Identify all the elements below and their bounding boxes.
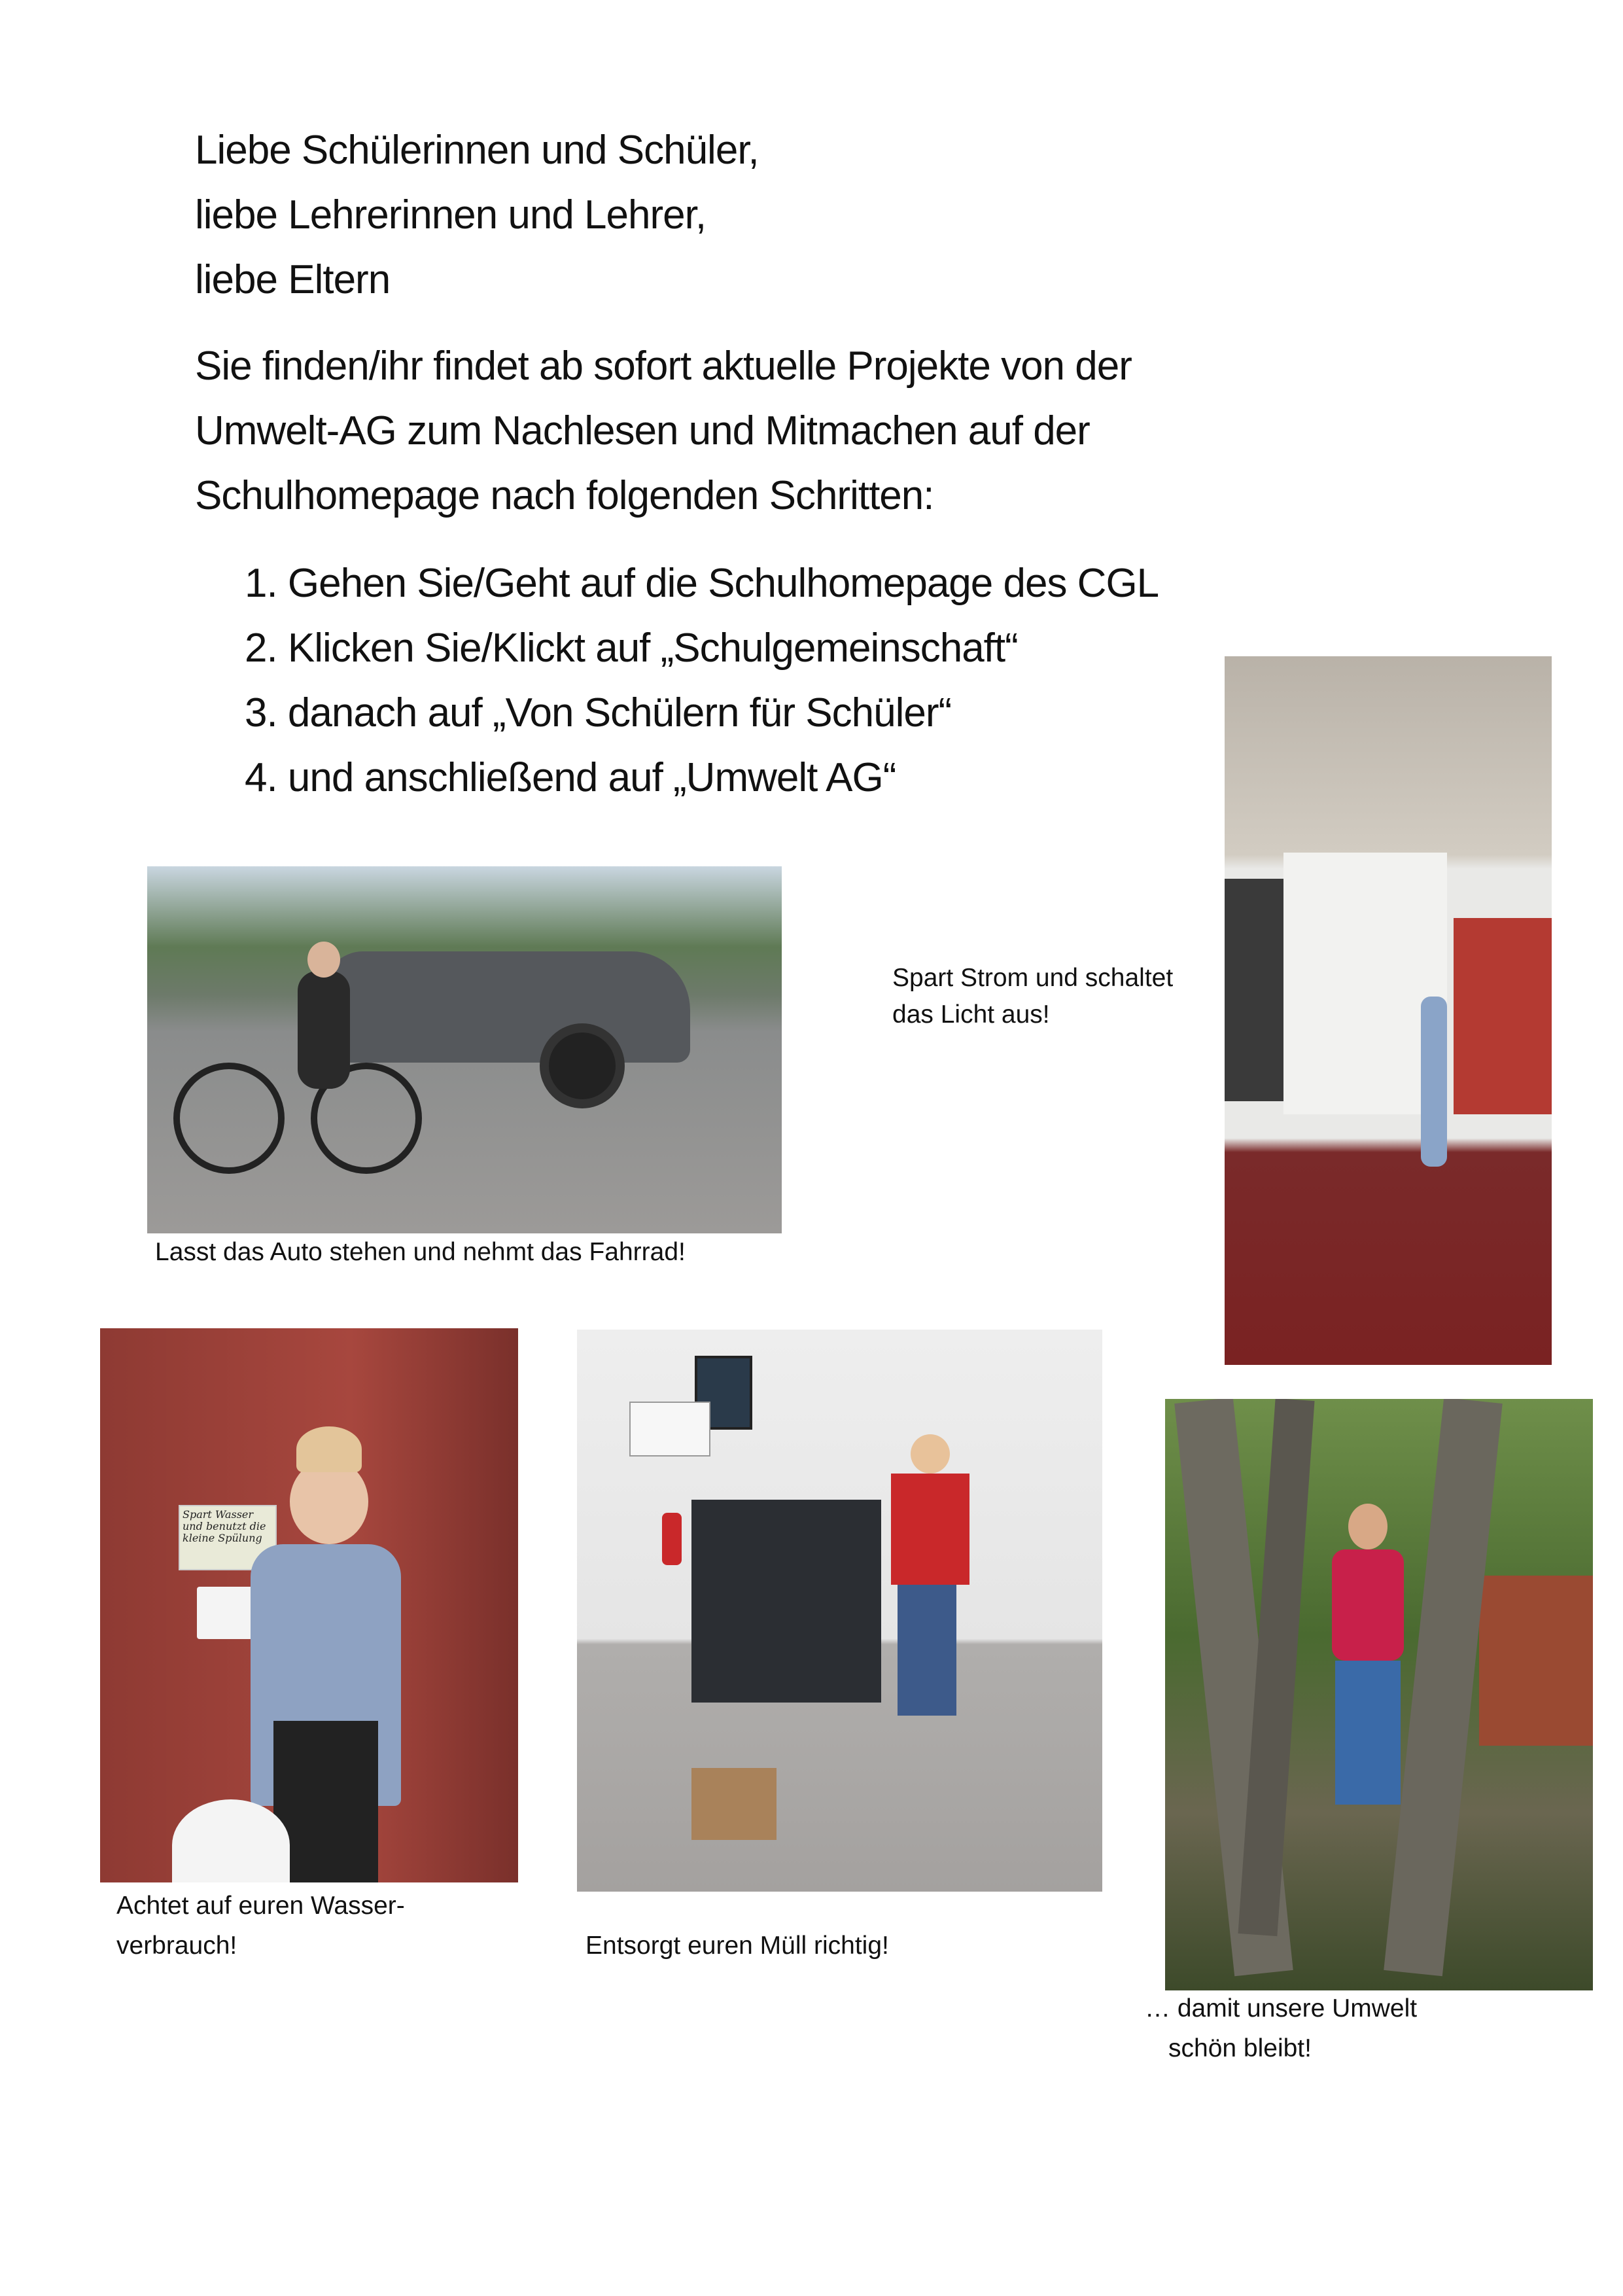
caption-light-1: Spart Strom und schaltet xyxy=(892,964,1174,992)
caption-waste: Entsorgt euren Müll richtig! xyxy=(585,1932,889,1960)
caption-bike: Lasst das Auto stehen und nehmt das Fahrrad! xyxy=(155,1238,686,1266)
photo-waste-bins xyxy=(577,1330,1102,1892)
intro-line-2: Umwelt-AG zum Nachlesen und Mitmachen auf der xyxy=(195,408,1090,453)
greeting-line-3: liebe Eltern xyxy=(195,257,391,302)
caption-tree-1: … damit unsere Umwelt xyxy=(1145,1994,1418,2022)
caption-water-1: Achtet auf euren Wasser- xyxy=(116,1892,405,1920)
caption-light-2: das Licht aus! xyxy=(892,1000,1050,1029)
greeting-line-2: liebe Lehrerinnen und Lehrer, xyxy=(195,192,707,238)
photo-light-switch xyxy=(1225,656,1552,1365)
step-1: 1. Gehen Sie/Geht auf die Schulhomepage des CGL xyxy=(245,561,1159,606)
photo-bike-car xyxy=(147,866,782,1233)
step-3: 3. danach auf „Von Schülern für Schüler“ xyxy=(245,690,952,735)
intro-line-3: Schulhomepage nach folgenden Schritten: xyxy=(195,473,934,518)
sign-spart-wasser: Spart Wasser und benutzt die kleine Spülung xyxy=(179,1505,277,1570)
caption-tree-2: schön bleibt! xyxy=(1168,2034,1312,2062)
greeting-line-1: Liebe Schülerinnen und Schüler, xyxy=(195,128,759,173)
intro-line-1: Sie finden/ihr findet ab sofort aktuelle Projekte von der xyxy=(195,344,1132,389)
photo-tree xyxy=(1165,1399,1593,1990)
caption-water-2: verbrauch! xyxy=(116,1932,237,1960)
step-4: 4. und anschließend auf „Umwelt AG“ xyxy=(245,755,896,800)
step-2: 2. Klicken Sie/Klickt auf „Schulgemeinschaft“ xyxy=(245,626,1018,671)
photo-toilet-water xyxy=(100,1328,518,1882)
